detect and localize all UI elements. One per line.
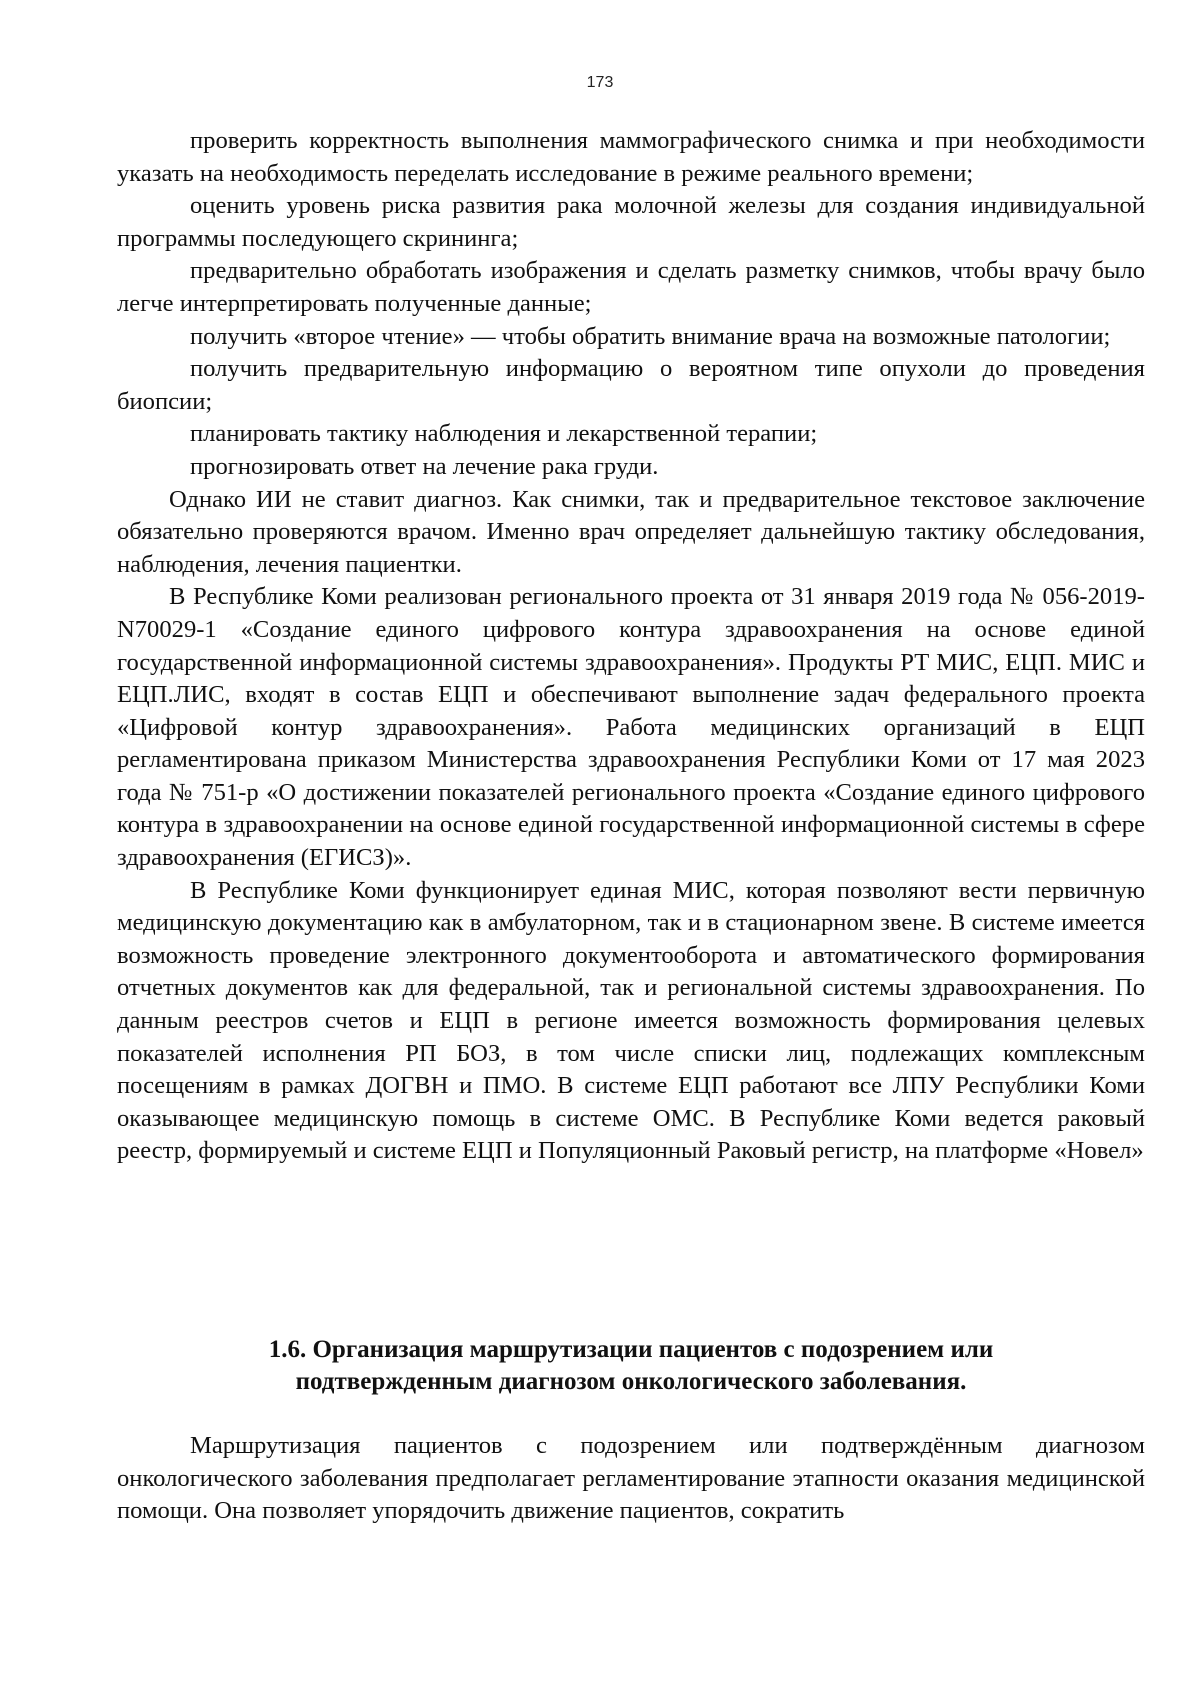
section-heading-line: 1.6. Организация маршрутизации пациентов с подозрением или [268,1336,994,1363]
list-item: получить предварительную информацию о вероятном типе опухоли до проведения биопсии; [117,355,1145,415]
paragraph-mis-system: В Республике Коми функционирует единая МИС, которая позволяют вести первичную медицинскую документацию как в амбулаторном, так и в стационарном звене. В системе имеется возможность проведение электронного документооборота и автоматического формирования отчетных документов как для федеральной, так и региональной системы здравоохранения. По данным реестров счетов и ЕЦП в регионе имеется возможность формирования целевых показателей исполнения РП БОЗ, в том числе списки лиц, подлежащих комплексным посещениям в рамках ДОГВН и ПМО. В системе ЕЦП работают все ЛПУ Республики Коми оказывающее медицинскую помощь в системе ОМС. В Республике Коми ведется раковый реестр, формируемый и системе ЕЦП и Популяционный Раковый регистр, на платформе «Новел» [117,876,1145,1165]
list-item: планировать тактику наблюдения и лекарственной терапии; [190,420,818,448]
paragraph-regional-project: В Республике Коми реализован регионального проекта от 31 января 2019 года № 056-2019-N70029-1 «Создание единого цифрового контура здравоохранения на основе единой государственной информационной системы здравоохранения». Продукты РТ МИС, ЕЦП. МИС и ЕЦП.ЛИС, входят в состав ЕЦП и обеспечивают выполнение задач федерального проекта «Цифровой контур здравоохранения». Работа медицинских организаций в ЕЦП регламентирована приказом Министерства здравоохранения Республики Коми от 17 мая 2023 года № 751-р «О достижении показателей регионального проекта «Создание единого цифрового контура в здравоохранении на основе единой государственной информационной системы в сфере здравоохранения (ЕГИСЗ)». [117,583,1145,872]
paragraph-ai-diagnosis: Однако ИИ не ставит диагноз. Как снимки, так и предварительное текстовое заключение обязательно проверяются врачом. Именно врач определяет дальнейшую тактику обследования, наблюдения, лечения пациентки. [117,485,1145,578]
list-item: получить «второе чтение» — чтобы обратить внимание врача на возможные патологии; [190,322,1111,350]
page-number: 173 [586,74,614,91]
section-heading-line: подтвержденным диагнозом онкологического заболевания. [295,1368,967,1395]
list-item: прогнозировать ответ на лечение рака груди. [190,452,659,480]
paragraph-routing: Маршрутизация пациентов с подозрением или подтверждённым диагнозом онкологического заболевания предполагает регламентирование этапности оказания медицинской помощи. Она позволяет упорядочить движение пациентов, сократить [117,1432,1145,1525]
list-item: оценить уровень риска развития рака молочной железы для создания индивидуальной программы последующего скрининга; [117,192,1145,252]
list-item: предварительно обработать изображения и сделать разметку снимков, чтобы врачу было легче интерпретировать полученные данные; [117,257,1145,317]
main-text [117,125,1145,1168]
list-item: проверить корректность выполнения маммографического снимка и при необходимости указать на необходимость переделать исследование в режиме реального времени; [117,127,1145,187]
section-heading [117,1334,1145,1398]
section-body [117,1430,1145,1528]
